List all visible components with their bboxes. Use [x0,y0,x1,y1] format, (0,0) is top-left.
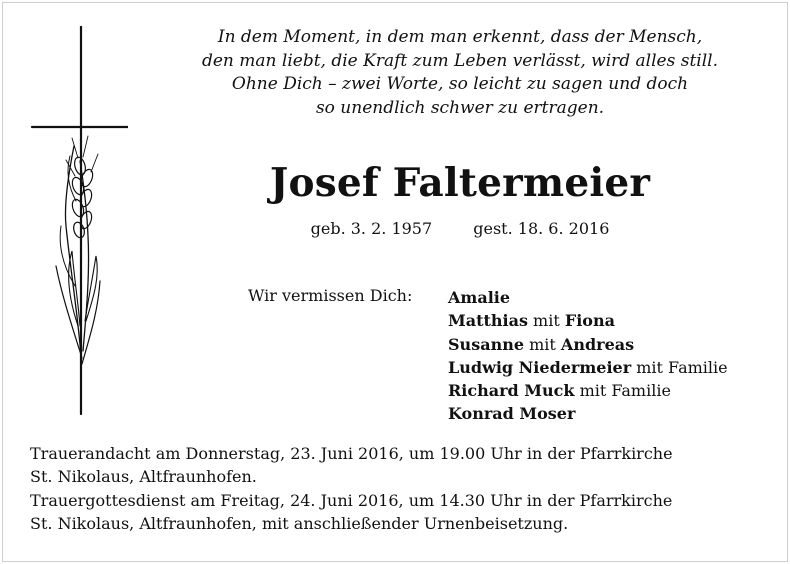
mourners-list [448,286,728,426]
mourner-name: Susanne [448,334,525,354]
mourner-suffix: mit Familie [574,381,671,401]
mourner-partner: Fiona [564,311,615,331]
service-line: St. Nikolaus, Altfraunhofen, mit anschließender Urnenbeisetzung. [30,513,569,533]
service-line: St. Nikolaus, Altfraunhofen. [30,467,257,487]
mourner-partner: Andreas [560,334,635,354]
mourners-label: Wir vermissen Dich: [248,286,413,305]
mourner-entry [448,309,728,332]
mourner-suffix: mit [524,334,561,354]
mourner-entry [448,379,728,402]
service-line: Trauerandacht am Donnerstag, 23. Juni 2016, um 19.00 Uhr in der Pfarrkirche [30,444,673,463]
memorial-quote [150,26,770,120]
quote-line: In dem Moment, in dem man erkennt, dass der Mensch, [217,27,703,47]
death-date: gest. 18. 6. 2016 [473,219,610,238]
mourner-name: Ludwig Niedermeier [448,357,632,377]
mourner-entry [448,402,728,425]
birth-date: geb. 3. 2. 1957 [310,219,433,238]
mourner-entry [448,333,728,356]
mourner-entry [448,356,728,379]
mourner-name: Richard Muck [448,381,575,401]
quote-line: so unendlich schwer zu ertragen. [315,97,605,118]
deceased-name: Josef Faltermeier [269,160,651,206]
service-line: Trauergottesdienst am Freitag, 24. Juni 2016, um 14.30 Uhr in der Pfarrkirche [30,490,673,510]
quote-line: Ohne Dich – zwei Worte, so leicht zu sagen und doch [231,74,689,94]
mourner-name: Konrad Moser [448,404,576,424]
mourner-name: Matthias [448,311,528,331]
mourner-suffix: mit Familie [631,357,728,377]
mourner-entry [448,286,728,309]
mourner-suffix: mit [527,311,565,331]
service-details [30,442,775,535]
quote-line: den man liebt, die Kraft zum Leben verlässt, wird alles still. [201,50,719,71]
mourner-name: Amalie [448,288,511,307]
life-dates [150,219,770,238]
cross-with-wheat-icon [28,26,128,418]
